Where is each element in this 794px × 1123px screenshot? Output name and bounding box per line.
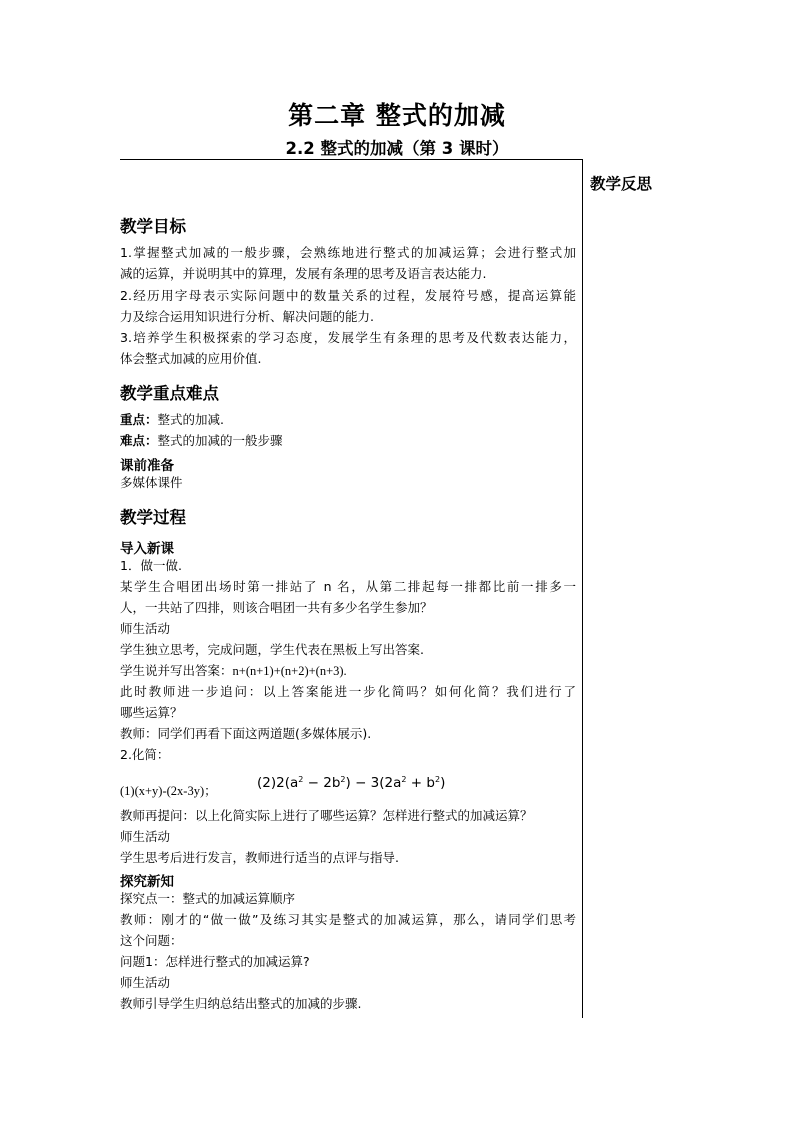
answer-expression: n+(n+1)+(n+2)+(n+3). [232,664,347,678]
expr2-exp-4: 2 [434,775,441,784]
goals-heading: 教学目标 [120,217,186,236]
reflection-label: 教学反思 [590,175,653,193]
activity-1-text: 学生独立思考，完成问题，学生代表在黑板上写出答案. [120,642,424,657]
expr2-exp-1: 2 [298,775,304,784]
expr2-part-e: ) [440,775,446,791]
step-2: 2.化简： [120,747,170,762]
step-1: 1．做一做. [120,558,182,573]
difficulty-line [120,433,576,449]
expression-2 [257,775,445,791]
table-top-border [120,159,583,160]
goal-1-line-2: 减的运算，并说明其中的算理，发展有条理的思考及语言表达能力. [120,266,487,281]
goal-3-line-2: 体会整式加减的应用价值. [120,351,262,366]
process-heading: 教学过程 [120,508,186,527]
difficulty-text: 整式的加减的一般步骤 [157,433,283,448]
expr2-part-b: − 2b [303,775,341,791]
focus-label: 重点： [120,412,158,427]
question-1-line-1: 某学生合唱团出场时第一排站了 n 名，从第二排起每一排都比前一排多一 [120,579,576,594]
activity-2-text: 学生思考后进行发言，教师进行适当的点评与指导. [120,850,399,865]
followup-line-2: 哪些运算？ [120,705,183,720]
answer-line [120,663,576,679]
column-divider [582,159,583,1018]
question-1-line-2: 人，一共站了四排，则该合唱团一共有多少名学生参加？ [120,600,433,615]
focus-line [120,412,576,428]
expr2-part-c: ) − 3(2a [345,775,402,791]
intro-heading: 导入新课 [120,541,174,557]
prep-heading: 课前准备 [120,458,174,474]
answer-label: 学生说并写出答案： [120,663,233,678]
goal-2-line-2: 力及综合运用知识进行分析、解决问题的能力. [120,309,374,324]
expr2-exp-3: 2 [401,775,407,784]
activity-2-label: 师生活动 [120,829,171,844]
teacher-line-3-a: 教师：刚才的“做一做”及练习其实是整式的加减运算，那么，请同学们思考 [120,912,576,927]
activity-3-label: 师生活动 [120,975,171,990]
expr2-exp-2: 2 [340,775,346,784]
goal-1-text-a: 1.掌握整式加减的一般步骤，会熟练地进行整式的加减运算；会进行整式加 [120,245,576,260]
question-line: 问题1：怎样进行整式的加减运算? [120,954,310,969]
chapter-title: 第二章 整式的加减 [288,101,506,130]
activity-3-text: 教师引导学生归纳总结出整式的加减的步骤. [120,996,362,1011]
explore-point-1: 探究点一：整式的加减运算顺序 [120,891,296,906]
difficulty-label: 难点： [120,433,158,448]
expr2-part-d: + b [406,775,435,791]
expr2-part-a: (2)2(a [257,775,299,791]
goal-1-line-1 [120,245,576,261]
followup-line-1: 此时教师进一步追问：以上答案能进一步化简吗？如何化简？我们进行了 [120,684,576,699]
teacher-line-2: 教师再提问：以上化简实际上进行了哪些运算？怎样进行整式的加减运算？ [120,808,533,823]
teacher-line-1: 教师：同学们再看下面这两道题(多媒体展示). [120,726,372,741]
goal-2-line-1: 2.经历用字母表示实际问题中的数量关系的过程，发展符号感，提高运算能 [120,288,576,303]
focus-text: 整式的加减. [157,412,224,427]
teacher-line-3-b: 这个问题： [120,933,183,948]
key-points-heading: 教学重点难点 [120,384,219,403]
expression-1: (1)(x+y)-(2x-3y)； [120,784,217,798]
lesson-title: 2.2 整式的加减（第 3 课时） [285,139,509,158]
goal-3-line-1: 3.培养学生积极探索的学习态度，发展学生有条理的思考及代数表达能力， [120,330,576,345]
activity-1-label: 师生活动 [120,621,171,636]
prep-text: 多媒体课件 [120,475,183,490]
explore-heading: 探究新知 [120,874,174,890]
